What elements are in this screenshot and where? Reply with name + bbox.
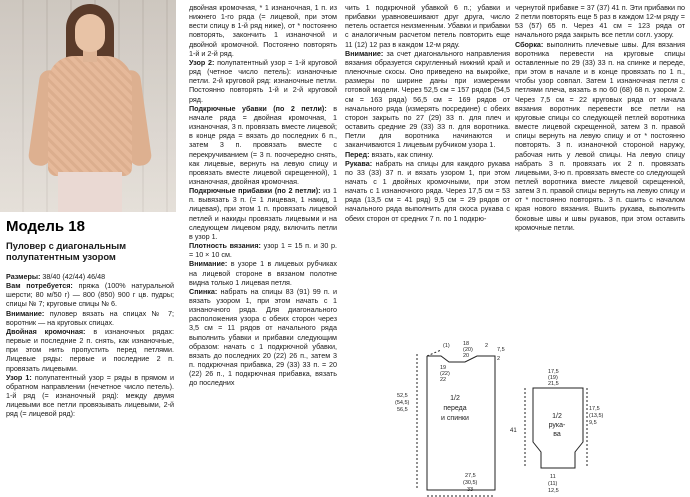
front-label-mid: переда bbox=[443, 405, 467, 412]
front-dim: 7,5 bbox=[497, 347, 505, 353]
paragraph bbox=[6, 272, 174, 281]
paragraph-lead: Плотность вязания: bbox=[189, 241, 261, 251]
text-column-2 bbox=[189, 3, 337, 497]
paragraph-lead: Сборка: bbox=[515, 39, 544, 49]
paragraph bbox=[189, 259, 337, 286]
paragraph-text: двойная кромочная, * 1 изнаночная, 1 п. из нижнего 1-го ряда (= лицевой, при этом вести спицу в 1-й ряд ниже), от * постоянно повторять, закончить 1 изнаночной и двойной кромочной. Постоянно повторять 1-й и 2-й ряд. bbox=[189, 3, 337, 58]
paragraph-text: в узоре 1 в лицевых рубчиках на лицевой стороне в вязаном полотне видна только 1 лицевая петля. bbox=[189, 259, 337, 287]
paragraph-text: чернутой прибавке = 37 (37) 41 п. Эти прибавки по 2 петли повторять еще 5 раз в каждом 12-м ряду = 53 (57) 65 п. Через 41 см = 123 ряда от начального ряда закрыть все петли согл. узору. bbox=[515, 3, 685, 40]
model-number: Модель 18 bbox=[6, 218, 85, 235]
paragraph-lead: Подкрючные прибавки (по 2 петли): bbox=[189, 186, 321, 196]
paragraph-lead: Подкрючные убавки (по 2 петли): bbox=[189, 103, 327, 113]
pattern-title: Пуловер с диагональным полупатентным узором bbox=[6, 240, 127, 262]
sleeve-dim: 17,5 bbox=[548, 369, 559, 375]
paragraph-text: за счет диагонального направления вязания образуется скругленный нижний край и пленочные скосы. Оно приведено на выкройке, размеры по ширине даны при измерении готовой модели. Через 52,5 см = 157 рядов (54,5 см = 163 ряда) 56,5 см = 169 рядов от начального ряда (измерять посредине) с обеих сторон закрыть по 27 (29) 33 п. для плеч и оставить средние 29 (33) 33 п. для воротника. Петли для воротника начинаются и заканчиваются 1 лицевым рубчиком узора 1. bbox=[345, 48, 510, 150]
paragraph-lead: Узор 1: bbox=[6, 372, 32, 382]
paragraph-text: в начале ряда = двойная кромочная, 1 изнаночная, 3 п. провязать вместе лицевой; в конце ряда = вязать до последних 6 п., затем 3 п. провязать вместе с перекручиванием (= 3 п. поочередно снять, как лицевые, вернуть на левую спицу и провязать вместе лицевой скрещенной), 1 изнаночная, двойная кромочная. bbox=[189, 103, 337, 186]
paragraph bbox=[345, 49, 510, 150]
sleeve-label-sub: ва bbox=[553, 431, 561, 438]
front-dim: 2 bbox=[485, 343, 489, 349]
paragraph bbox=[6, 327, 174, 373]
paragraph-text: набрать на спицы для каждого рукава по 33 (33) 37 п. и вязать узором 1, при этом начать с 1 двойных кромочными, при этом начать с 1 изнаночного ряда. Через 17,5 см = 53 ряда (13,5 см = 41 ряд) 9,5 см = 29 рядов от начального ряда выполнить для скоса рукава с обеих сторон от средних 7 п. по 1 подкрю- bbox=[345, 158, 510, 223]
paragraph-text: вязать, как спинку. bbox=[371, 149, 434, 159]
front-dim: 22 bbox=[440, 377, 447, 383]
front-label-top: 1/2 bbox=[450, 395, 460, 402]
sleeve-dim: (11) bbox=[548, 481, 558, 487]
sleeve-dim: 21,5 bbox=[548, 381, 559, 387]
front-dim: 2 bbox=[497, 356, 501, 362]
model-photo bbox=[0, 0, 176, 212]
pattern-diagrams bbox=[345, 340, 690, 497]
paragraph-text: полупатентный узор = ряды в прямом и обратном направлении (нечетное число петель). 1-й ряд (= изнаночный ряд): между двумя лицевыми все петли провязывать лицевыми, 2-й ряд (= лицевой ряд): bbox=[6, 372, 174, 419]
paragraph-text: 38/40 (42/44) 46/48 bbox=[42, 272, 106, 281]
front-dim: (30,5) bbox=[463, 480, 478, 486]
front-dim: 56,5 bbox=[397, 407, 408, 413]
paragraph-lead: Узор 2: bbox=[189, 57, 215, 67]
front-dim: 19 bbox=[440, 365, 447, 371]
paragraph bbox=[345, 159, 510, 223]
text-column-4 bbox=[515, 3, 685, 336]
paragraph-text: из 1 п. вывязать 3 п. (= 1 лицевая, 1 накид, 1 лицевая), при этом 1 п. провязать лицевой петлей и накиды провязать лицевыми и на следующем лицевом ряду, включить петли в узор 1. bbox=[189, 186, 337, 241]
paragraph-lead: Двойная кромочная: bbox=[6, 326, 86, 336]
paragraph-text: пряжа (100% натуральной шерсти; 80 м/50 г) — 800 (850) 900 г цв. пудры; спицы № 7; круговые спицы № 6. bbox=[6, 281, 174, 309]
sleeve-dim: 11 bbox=[550, 474, 556, 480]
paragraph bbox=[345, 150, 510, 159]
paragraph bbox=[189, 3, 337, 58]
paragraph-lead: Вам потребуется: bbox=[6, 281, 73, 291]
paragraph-lead: Размеры: bbox=[6, 272, 41, 281]
paragraph bbox=[6, 373, 174, 419]
paragraph bbox=[189, 186, 337, 241]
paragraph-lead: Рукава: bbox=[345, 158, 373, 168]
paragraph-lead: Внимание: bbox=[6, 308, 45, 318]
paragraph-text: выполнить плечевые швы. Для вязания воротника перевести на круговые спицы оставленные по 29 (33) 33 п. на спинке и переде, при этом в начале и в конце провязать по 1 п., чтобы узор совпал. Затем 1 изнаночная петля с петлями плеча, вязать в по 60 (68) 68 п. узором 2. Через 7,5 см = 22 круговых ряда от начала вязания воротник перевести все петли на круговые спицы со следующей петлей воротника вместе лицевой скрещенной, затем 3 п. правой спицы вернуть на левую спицу и от * постоянно повторять. 3 п. изнаночной стороной наружу, рабочая нить у левой спицы. На левую спицу набрать 3 п. провязать их 2 п. провязать лицевыми, 3-ю п. провязать вместе со следующей петлей воротника вместе лицевой скрещенной, затем 3 п. правой спицы вернуть на левую спицу и от * постоянно повторять. 3 п. сшить с началом края нового вязания. Вшить рукава, выполнить боковые швы и швы рукавов, при этом оставить кромочные петли. bbox=[515, 39, 685, 232]
paragraph-lead: Внимание: bbox=[345, 48, 384, 58]
paragraph-lead: Внимание: bbox=[189, 259, 228, 269]
front-dim: (20) bbox=[463, 347, 473, 353]
sleeve-dim: 41 bbox=[510, 428, 517, 434]
front-dim: (1) bbox=[443, 343, 450, 349]
paragraph-text: в изнаночных рядах: первые и последние 2 п. снять, как изнаночные, при этом нить пропустить перед петлями. Лицевые ряды: первые и последние 2 п. провязать лицевыми. bbox=[6, 326, 174, 373]
sleeve-dim: 12,5 bbox=[548, 488, 559, 494]
front-dim: 33 bbox=[467, 487, 474, 493]
front-dim: 52,5 bbox=[397, 393, 408, 399]
paragraph-lead: Спинка: bbox=[189, 286, 218, 296]
sleeve-dim: (13,5) bbox=[589, 413, 604, 419]
paragraph-text: набрать на спицы 83 (91) 99 п. и вязать узором 1, при этом начать с 1 изнаночного ряда. Для диагонального расположения узора с обеих сторон через 3,5 см = 11 рядов от начального ряда выполнить убавки и прибавки следующим образом: начать с 1 подкрючной убавки, вязать до последних 20 (22) 26 п., затем 3 п. подкрючная прибавка, 29 (33) 33 п. = 20 (22) 26 п., 1 подкрючная прибавка, вязать до последних bbox=[189, 286, 337, 388]
sleeve-label-mid: рука- bbox=[548, 422, 566, 429]
front-dim: 18 bbox=[463, 341, 470, 347]
front-dim: 20 bbox=[463, 353, 470, 359]
paragraph-text: пуловер вязать на спицах № 7; воротник — на круговых спицах. bbox=[6, 308, 174, 327]
front-dim: (54,5) bbox=[395, 400, 410, 406]
paragraph bbox=[189, 104, 337, 186]
paragraph bbox=[515, 3, 685, 40]
paragraph-text: узор 1 = 15 п. и 30 р. = 10 × 10 см. bbox=[189, 241, 337, 260]
paragraph-text: полупатентный узор = 1-й круговой ряд (четное число петель): изнаночные петли. 2-й круговой ряд: изнаночные петли. Постоянно повторять 1-й и 2-й круговой ряд. bbox=[189, 57, 337, 104]
paragraph bbox=[189, 58, 337, 104]
paragraph bbox=[6, 309, 174, 327]
paragraph bbox=[345, 3, 510, 49]
paragraph-text: чить 1 подкрючной убавкой 6 п.; убавки и прибавки уравновешивают друг друга, число петель остается неизменным. Убавки и прибавки с аналогичным расчетом петель повторить еще 11 (12) 12 раз в каждом 12-м ряду. bbox=[345, 3, 510, 49]
paragraph bbox=[6, 281, 174, 308]
text-column-1 bbox=[6, 272, 174, 497]
paragraph-lead: Перед: bbox=[345, 149, 370, 159]
paragraph bbox=[189, 241, 337, 259]
front-label-sub: и спинки bbox=[441, 415, 469, 422]
sleeve-dim: 17,5 bbox=[589, 406, 600, 412]
front-dim: (22) bbox=[440, 371, 450, 377]
paragraph bbox=[515, 40, 685, 232]
sleeve-label-top: 1/2 bbox=[552, 413, 562, 420]
front-back-schematic bbox=[417, 350, 495, 496]
paragraph bbox=[189, 287, 337, 388]
front-dim: 27,5 bbox=[465, 473, 476, 479]
text-column-3 bbox=[345, 3, 510, 339]
sleeve-dim: 9,5 bbox=[589, 420, 597, 426]
sleeve-dim: (19) bbox=[548, 375, 558, 381]
